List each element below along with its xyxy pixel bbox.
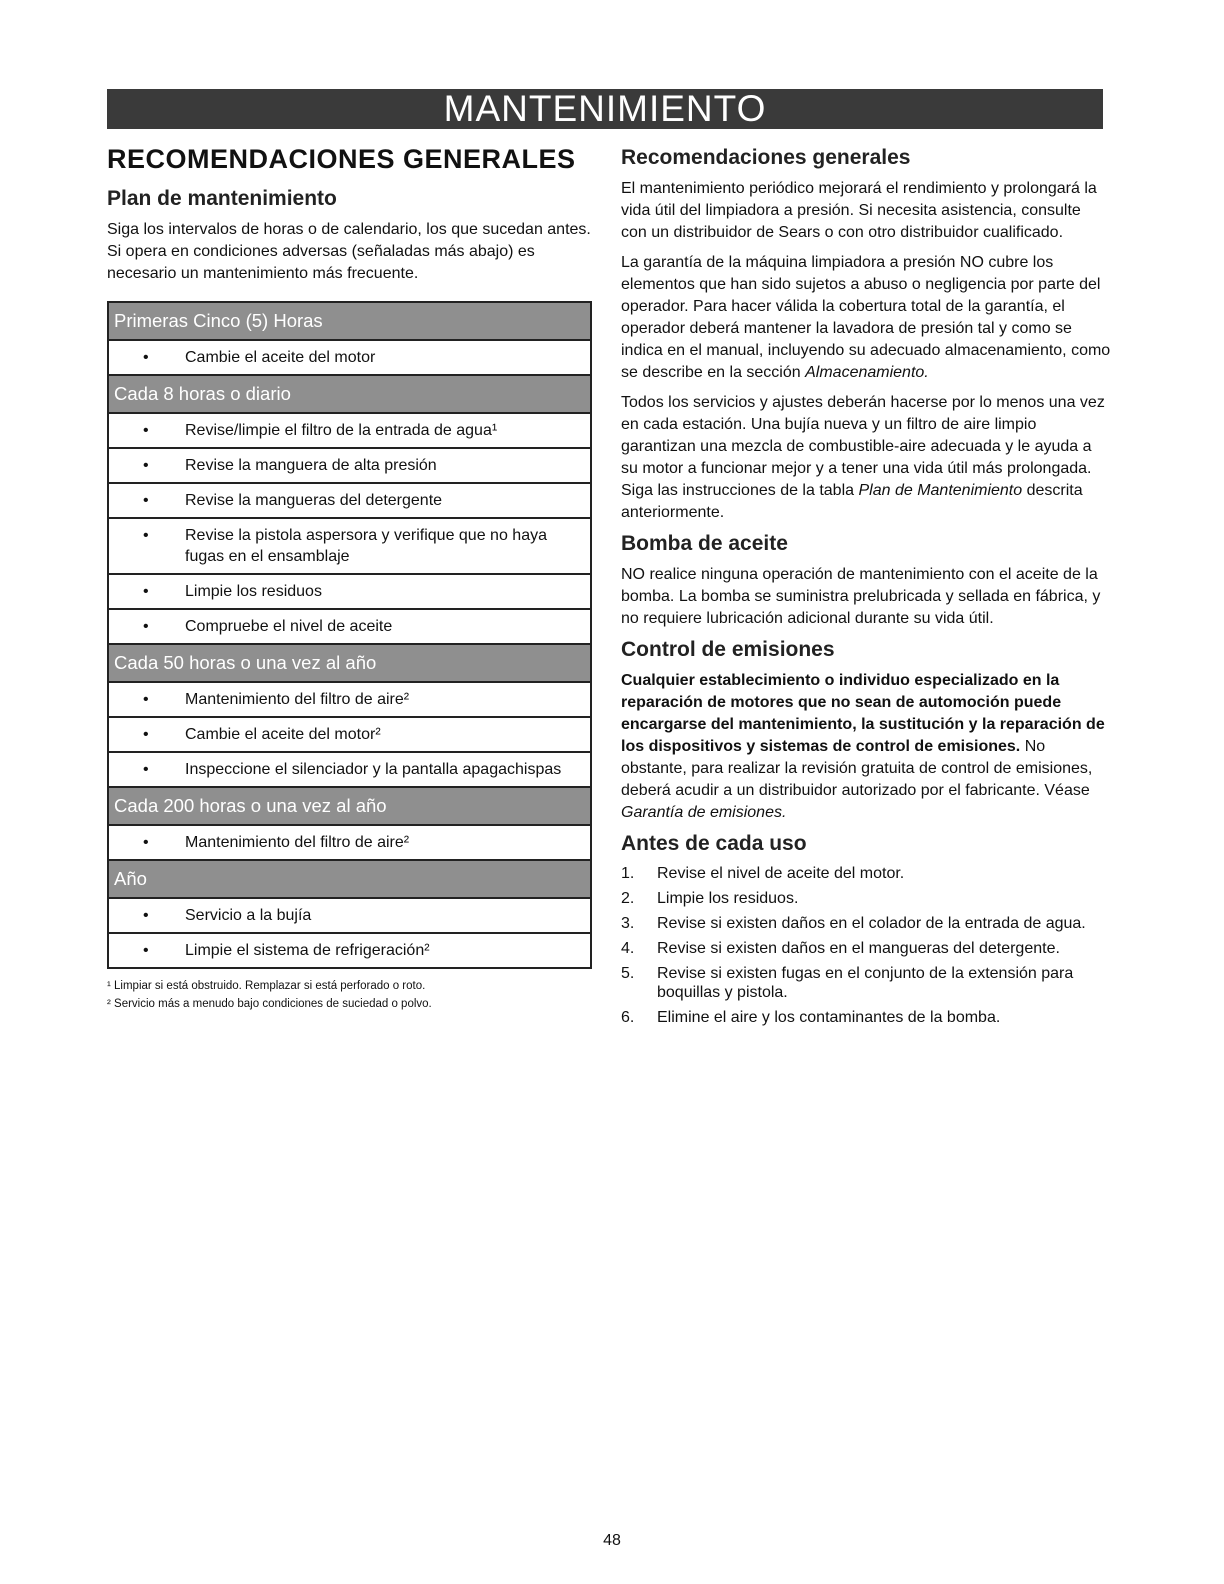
schedule-intro: Siga los intervalos de horas o de calendario, los que sucedan antes. Si opera en condiciones adversas (señaladas más abajo) es necesario un mantenimiento más frecuente. <box>107 221 591 282</box>
table-row-text: Revise/limpie el filtro de la entrada de agua¹ <box>185 422 498 439</box>
left-column <box>107 140 592 1013</box>
general-paragraph-1: El mantenimiento periódico mejorará el rendimiento y prolongará la vida útil del limpiadora a presión. Si necesita asistencia, consulte con un distribuidor de Sears o con otro distribuidor cualificado. <box>621 180 1097 241</box>
bullet-icon: • <box>143 726 149 743</box>
table-row <box>109 414 590 449</box>
table-row <box>109 519 590 575</box>
emissions-text: No obstante, para realizar la revisión gratuita de control de emisiones, deberá acudir a un distribuidor autorizado por el fabricante. Véase <box>621 738 1093 799</box>
general-paragraph-3-end: descrita anteriormente. <box>621 482 1083 521</box>
step-text: Elimine el aire y los contaminantes de la bomba. <box>657 1009 1001 1026</box>
step-number: 4. <box>621 940 635 957</box>
emissions-paragraph <box>621 670 1111 824</box>
table-row <box>109 484 590 519</box>
maintenance-table <box>107 301 592 969</box>
step-text: Revise si existen daños en el mangueras del detergente. <box>657 940 1060 957</box>
list-item <box>621 864 1111 883</box>
bullet-icon: • <box>143 942 149 959</box>
bullet-icon: • <box>143 834 149 851</box>
right-column <box>621 140 1111 1033</box>
general-paragraph-2-text: La garantía de la máquina limpiadora a presión NO cubre los elementos que han sido sujetos a abuso o negligencia por parte del operador. Para hacer válida la cobertura total de la garantía, el operador deberá mantener la lavadora de presión tal y como se indica en el manual, incluyendo su adecuado almacenamiento, como se describe en la sección <box>621 254 1111 381</box>
bullet-icon: • <box>143 349 149 366</box>
table-row <box>109 899 590 934</box>
table-row-text: Servicio a la bujía <box>185 907 312 924</box>
emissions-warranty-reference: Garantía de emisiones. <box>621 804 787 821</box>
table-section-header: Cada 200 horas o una vez al año <box>109 788 590 826</box>
page-number: 48 <box>603 1532 621 1549</box>
list-item <box>621 939 1111 958</box>
table-row <box>109 341 590 376</box>
bullet-icon: • <box>143 691 149 708</box>
section-banner: MANTENIMIENTO <box>107 89 1103 129</box>
bullet-icon: • <box>143 492 149 509</box>
table-row-text: Revise la mangueras del detergente <box>185 492 443 509</box>
table-row-text: Limpie los residuos <box>185 583 322 600</box>
step-text: Revise si existen fugas en el conjunto de la extensión para boquillas y pistola. <box>657 965 1074 1001</box>
list-item <box>621 1008 1111 1027</box>
bullet-icon: • <box>143 583 149 600</box>
table-section-header: Cada 8 horas o diario <box>109 376 590 414</box>
general-paragraph-3-text: Todos los servicios y ajustes deberán hacerse por lo menos una vez en cada estación. Una bujía nueva y un filtro de aire limpio garantizan una mezcla de combustible-aire adecuada y le ayuda a su motor a funcionar mejor y a tener una vida útil más prolongada. Siga las instrucciones de la tabla <box>621 394 1105 499</box>
footnotes <box>107 977 592 1013</box>
table-row-text: Inspeccione el silenciador y la pantalla apagachispas <box>185 761 562 778</box>
general-paragraph-3 <box>621 392 1111 524</box>
emissions-heading: Control de emisiones <box>621 638 835 661</box>
table-row-text: Cambie el aceite del motor <box>185 349 376 366</box>
step-number: 2. <box>621 890 635 907</box>
step-number: 5. <box>621 965 635 982</box>
storage-reference: Almacenamiento. <box>805 364 929 381</box>
table-section-header: Cada 50 horas o una vez al año <box>109 645 590 683</box>
table-row <box>109 718 590 753</box>
table-row-text: Mantenimiento del filtro de aire² <box>185 691 410 708</box>
table-row-text: Cambie el aceite del motor² <box>185 726 381 743</box>
bullet-icon: • <box>143 457 149 474</box>
emissions-bold-text: Cualquier establecimiento o individuo especializado en la reparación de motores que no sean de automoción puede encargarse del mantenimiento, la sustitución y la reparación de los dispositivos y sistemas de control de emisiones. <box>621 672 1105 755</box>
oil-pump-paragraph: NO realice ninguna operación de mantenimiento con el aceite de la bomba. La bomba se suministra prelubricada y sellada en fábrica, y no requiere lubricación adicional durante su vida útil. <box>621 566 1101 627</box>
before-each-use-heading: Antes de cada uso <box>621 832 807 855</box>
footnote-2: ² Servicio más a menudo bajo condiciones de suciedad o polvo. <box>107 998 432 1010</box>
step-text: Revise el nivel de aceite del motor. <box>657 865 905 882</box>
general-recommendations-heading: Recomendaciones generales <box>621 146 911 169</box>
bullet-icon: • <box>143 761 149 778</box>
bullet-icon: • <box>143 527 149 544</box>
page-heading: RECOMENDACIONES GENERALES <box>107 144 576 174</box>
step-text: Limpie los residuos. <box>657 890 799 907</box>
footnote-1: ¹ Limpiar si está obstruido. Remplazar si está perforado o roto. <box>107 980 426 992</box>
table-row <box>109 683 590 718</box>
schedule-reference: Plan de Mantenimiento <box>858 482 1023 499</box>
table-row-text: Revise la pistola aspersora y verifique que no haya fugas en el ensamblaje <box>185 527 547 565</box>
table-row-text: Revise la manguera de alta presión <box>185 457 437 474</box>
table-row-text: Mantenimiento del filtro de aire² <box>185 834 410 851</box>
list-item <box>621 914 1111 933</box>
oil-pump-heading: Bomba de aceite <box>621 532 788 555</box>
table-row <box>109 610 590 645</box>
list-item <box>621 964 1111 1002</box>
table-row <box>109 753 590 788</box>
table-row <box>109 826 590 861</box>
table-row-text: Limpie el sistema de refrigeración² <box>185 942 430 959</box>
before-each-use-list <box>621 864 1111 1027</box>
bullet-icon: • <box>143 422 149 439</box>
table-section-header: Año <box>109 861 590 899</box>
step-number: 1. <box>621 865 635 882</box>
step-number: 6. <box>621 1009 635 1026</box>
table-row <box>109 449 590 484</box>
table-row <box>109 934 590 967</box>
table-section-header: Primeras Cinco (5) Horas <box>109 303 590 341</box>
list-item <box>621 889 1111 908</box>
bullet-icon: • <box>143 618 149 635</box>
step-text: Revise si existen daños en el colador de la entrada de agua. <box>657 915 1086 932</box>
step-number: 3. <box>621 915 635 932</box>
schedule-heading: Plan de mantenimiento <box>107 187 337 210</box>
bullet-icon: • <box>143 907 149 924</box>
general-paragraph-2 <box>621 252 1111 384</box>
table-row-text: Compruebe el nivel de aceite <box>185 618 393 635</box>
table-row <box>109 575 590 610</box>
